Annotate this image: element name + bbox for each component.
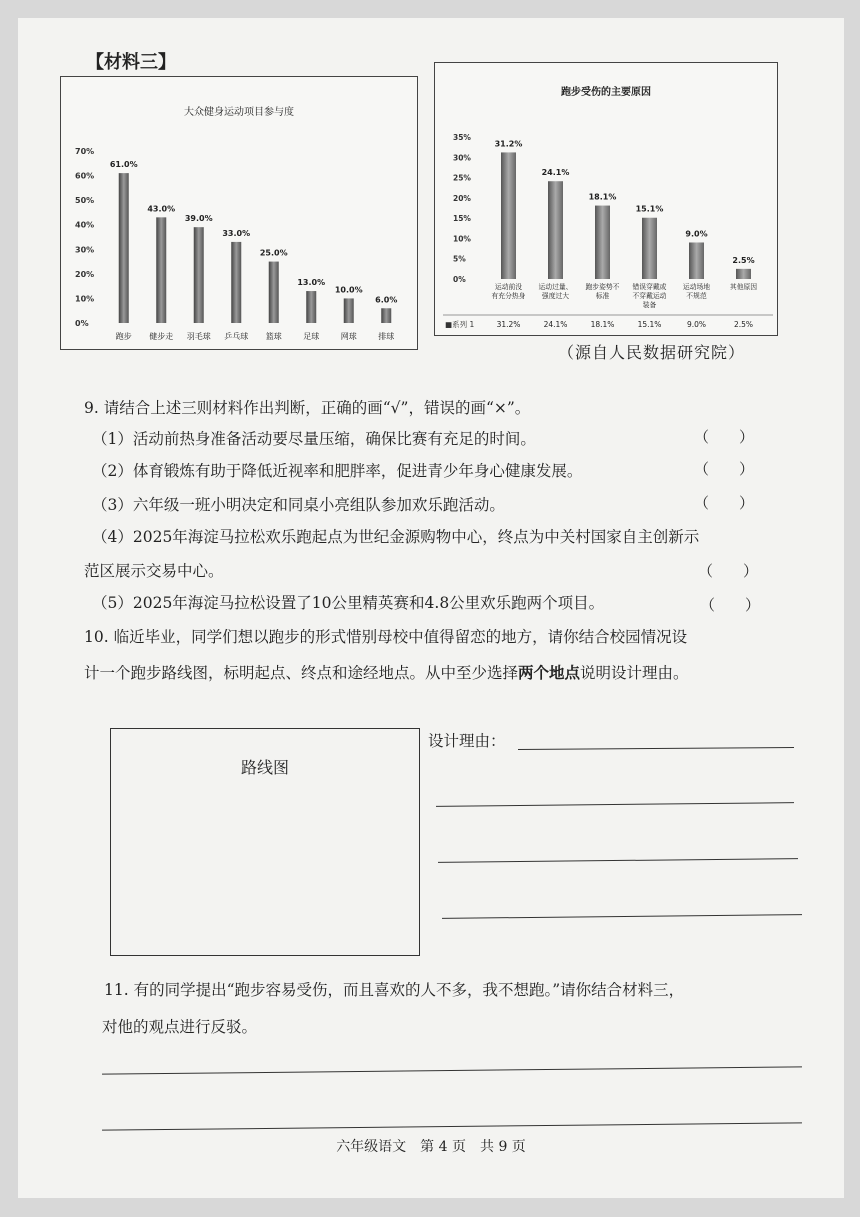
chart1-bar — [344, 298, 354, 323]
q10-line-2a: 计一个跑步路线图，标明起点、终点和途经地点。从中至少选择 — [84, 664, 519, 682]
exam-page — [18, 18, 844, 1198]
chart2-y-tick: 5% — [453, 254, 466, 264]
chart2-y-tick: 30% — [453, 153, 471, 163]
chart1-category-label: 足球 — [303, 332, 320, 341]
answer-line-2[interactable] — [102, 1122, 802, 1130]
chart1-y-tick: 50% — [75, 196, 95, 206]
chart1-bar — [156, 217, 166, 323]
chart1-category-label: 羽毛球 — [186, 332, 211, 341]
q9-stem: 9. 请结合上述三则材料作出判断，正确的画“√”，错误的画“×”。 — [84, 399, 531, 417]
chart1-value-label: 6.0% — [375, 295, 398, 305]
chart1-category-label: 篮球 — [265, 332, 282, 341]
chart2-category-label: 跑步姿势不 — [585, 283, 620, 291]
participation-chart — [60, 76, 418, 350]
data-source: （源自人民数据研究院） — [558, 343, 746, 362]
chart1-bar — [231, 242, 241, 323]
chart1-category-label: 网球 — [340, 332, 357, 341]
chart2-category-label: 错误穿戴或 — [632, 283, 667, 291]
reason-line-4[interactable] — [442, 914, 802, 919]
chart2-category-label: 运动前没 — [494, 283, 523, 291]
q9-item-2: （2）体育锻炼有助于降低近视率和肥胖率，促进青少年身心健康发展。 — [92, 462, 583, 480]
q10-line-1: 10. 临近毕业，同学们想以跑步的形式惜别母校中值得留恋的地方，请你结合校园情况设 — [84, 628, 688, 646]
chart1-bar — [194, 227, 204, 323]
chart2-category-label: 有充分热身 — [491, 292, 526, 300]
chart1-bar — [269, 262, 279, 323]
chart2-table-value: 24.1% — [543, 320, 568, 329]
chart1-bar — [381, 308, 391, 323]
chart1-value-label: 39.0% — [184, 214, 213, 224]
chart1-y-tick: 60% — [75, 171, 95, 181]
chart2-category-label: 不规范 — [686, 292, 707, 300]
chart2-legend-series: ■系列 1 — [445, 320, 475, 329]
chart1-category-label: 健步走 — [149, 332, 174, 341]
chart1-category-label: 排球 — [378, 332, 395, 341]
chart2-value-label: 24.1% — [541, 168, 570, 178]
q9-answer-1[interactable]: （ ） — [694, 428, 755, 446]
chart1-value-label: 10.0% — [334, 285, 363, 295]
chart2-y-tick: 35% — [453, 133, 471, 142]
q11-line-2: 对他的观点进行反驳。 — [102, 1018, 258, 1036]
chart1-y-tick: 10% — [75, 294, 95, 304]
q9-item-4: （4）2025年海淀马拉松欢乐跑起点为世纪金源购物中心，终点为中关村国家自主创新示 — [92, 528, 700, 546]
chart1-y-tick: 70% — [75, 147, 95, 156]
reason-label: 设计理由： — [428, 732, 506, 750]
q9-item-4-cont: 范区展示交易中心。 — [84, 562, 224, 580]
chart2-bar — [689, 242, 704, 279]
route-map-box[interactable] — [110, 728, 420, 956]
chart2-category-label: 其他原因 — [729, 283, 758, 291]
chart1-value-label: 61.0% — [109, 160, 138, 170]
chart2-category-label: 运动过量、 — [538, 283, 573, 291]
chart1-title: 大众健身运动项目参与度 — [184, 107, 294, 118]
chart2-value-label: 15.1% — [635, 204, 664, 214]
chart1-bar — [119, 173, 129, 323]
chart2-title: 跑步受伤的主要原因 — [561, 87, 651, 98]
q9-item-5: （5）2025年海淀马拉松设置了10公里精英赛和4.8公里欢乐跑两个项目。 — [92, 594, 605, 612]
chart1-bar — [306, 291, 316, 323]
chart2-y-tick: 15% — [453, 214, 471, 224]
q9-item-1: （1）活动前热身准备活动要尽量压缩，确保比赛有充足的时间。 — [92, 430, 536, 448]
chart1-category-label: 乒乓球 — [224, 332, 249, 341]
q9-answer-5[interactable]: （ ） — [700, 596, 761, 614]
chart2-category-label: 运动场地 — [682, 283, 711, 291]
page-footer: 六年级语文 第 4 页 共 9 页 — [336, 1139, 526, 1155]
chart1-value-label: 43.0% — [147, 204, 176, 214]
chart2-value-label: 31.2% — [494, 139, 523, 149]
q9-item-3: （3）六年级一班小明决定和同桌小亮组队参加欢乐跑活动。 — [92, 496, 505, 514]
chart2-bar — [595, 206, 610, 279]
chart2-y-tick: 20% — [453, 193, 471, 203]
q10-emphasis: 两个地点 — [518, 664, 581, 682]
chart1-y-tick: 40% — [75, 220, 95, 230]
chart2-category-label: 标准 — [595, 292, 610, 300]
chart2-category-label: 强度过大 — [541, 292, 570, 300]
q9-answer-2[interactable]: （ ） — [694, 460, 755, 478]
chart2-table-value: 31.2% — [496, 320, 521, 329]
chart2-y-tick: 10% — [453, 234, 471, 244]
chart1-value-label: 13.0% — [297, 278, 326, 288]
chart1-y-tick: 20% — [75, 269, 95, 279]
chart1-value-label: 33.0% — [222, 228, 251, 238]
injury-chart — [434, 62, 778, 336]
chart2-bar — [501, 152, 516, 279]
chart2-y-tick: 25% — [453, 173, 471, 183]
reason-line-1[interactable] — [518, 747, 794, 750]
chart1-category-label: 跑步 — [115, 332, 132, 341]
chart2-bar — [548, 181, 563, 279]
reason-line-3[interactable] — [438, 858, 798, 863]
reason-line-2[interactable] — [436, 802, 794, 807]
chart2-table-value: 15.1% — [637, 320, 662, 329]
chart1-value-label: 25.0% — [259, 248, 288, 258]
chart2-table-value: 9.0% — [686, 320, 707, 329]
q9-answer-4[interactable]: （ ） — [698, 562, 759, 580]
q10-line-2 — [84, 666, 689, 682]
chart2-table-value: 2.5% — [733, 320, 754, 329]
chart2-value-label: 2.5% — [732, 255, 755, 265]
q10-line-2b: 说明设计理由。 — [580, 664, 689, 682]
route-map-title: 路线图 — [240, 758, 289, 777]
chart2-table-value: 18.1% — [590, 320, 615, 329]
chart2-bar — [736, 269, 751, 279]
q9-answer-3[interactable]: （ ） — [694, 494, 755, 512]
chart2-value-label: 18.1% — [588, 192, 617, 202]
section-title: 【材料三】 — [86, 52, 176, 73]
chart2-bar — [642, 218, 657, 279]
answer-line-1[interactable] — [102, 1066, 802, 1074]
chart1-svg — [61, 77, 417, 349]
q11-line-1: 11. 有的同学提出“跑步容易受伤，而且喜欢的人不多，我不想跑。”请你结合材料三， — [104, 981, 685, 999]
chart2-svg — [435, 63, 777, 335]
chart2-category-label: 装备 — [642, 301, 657, 309]
chart2-category-label: 不穿戴运动 — [632, 292, 667, 300]
chart1-y-tick: 30% — [75, 245, 95, 255]
chart2-value-label: 9.0% — [685, 229, 708, 239]
chart2-y-tick: 0% — [453, 275, 466, 284]
chart1-y-tick: 0% — [75, 319, 89, 328]
